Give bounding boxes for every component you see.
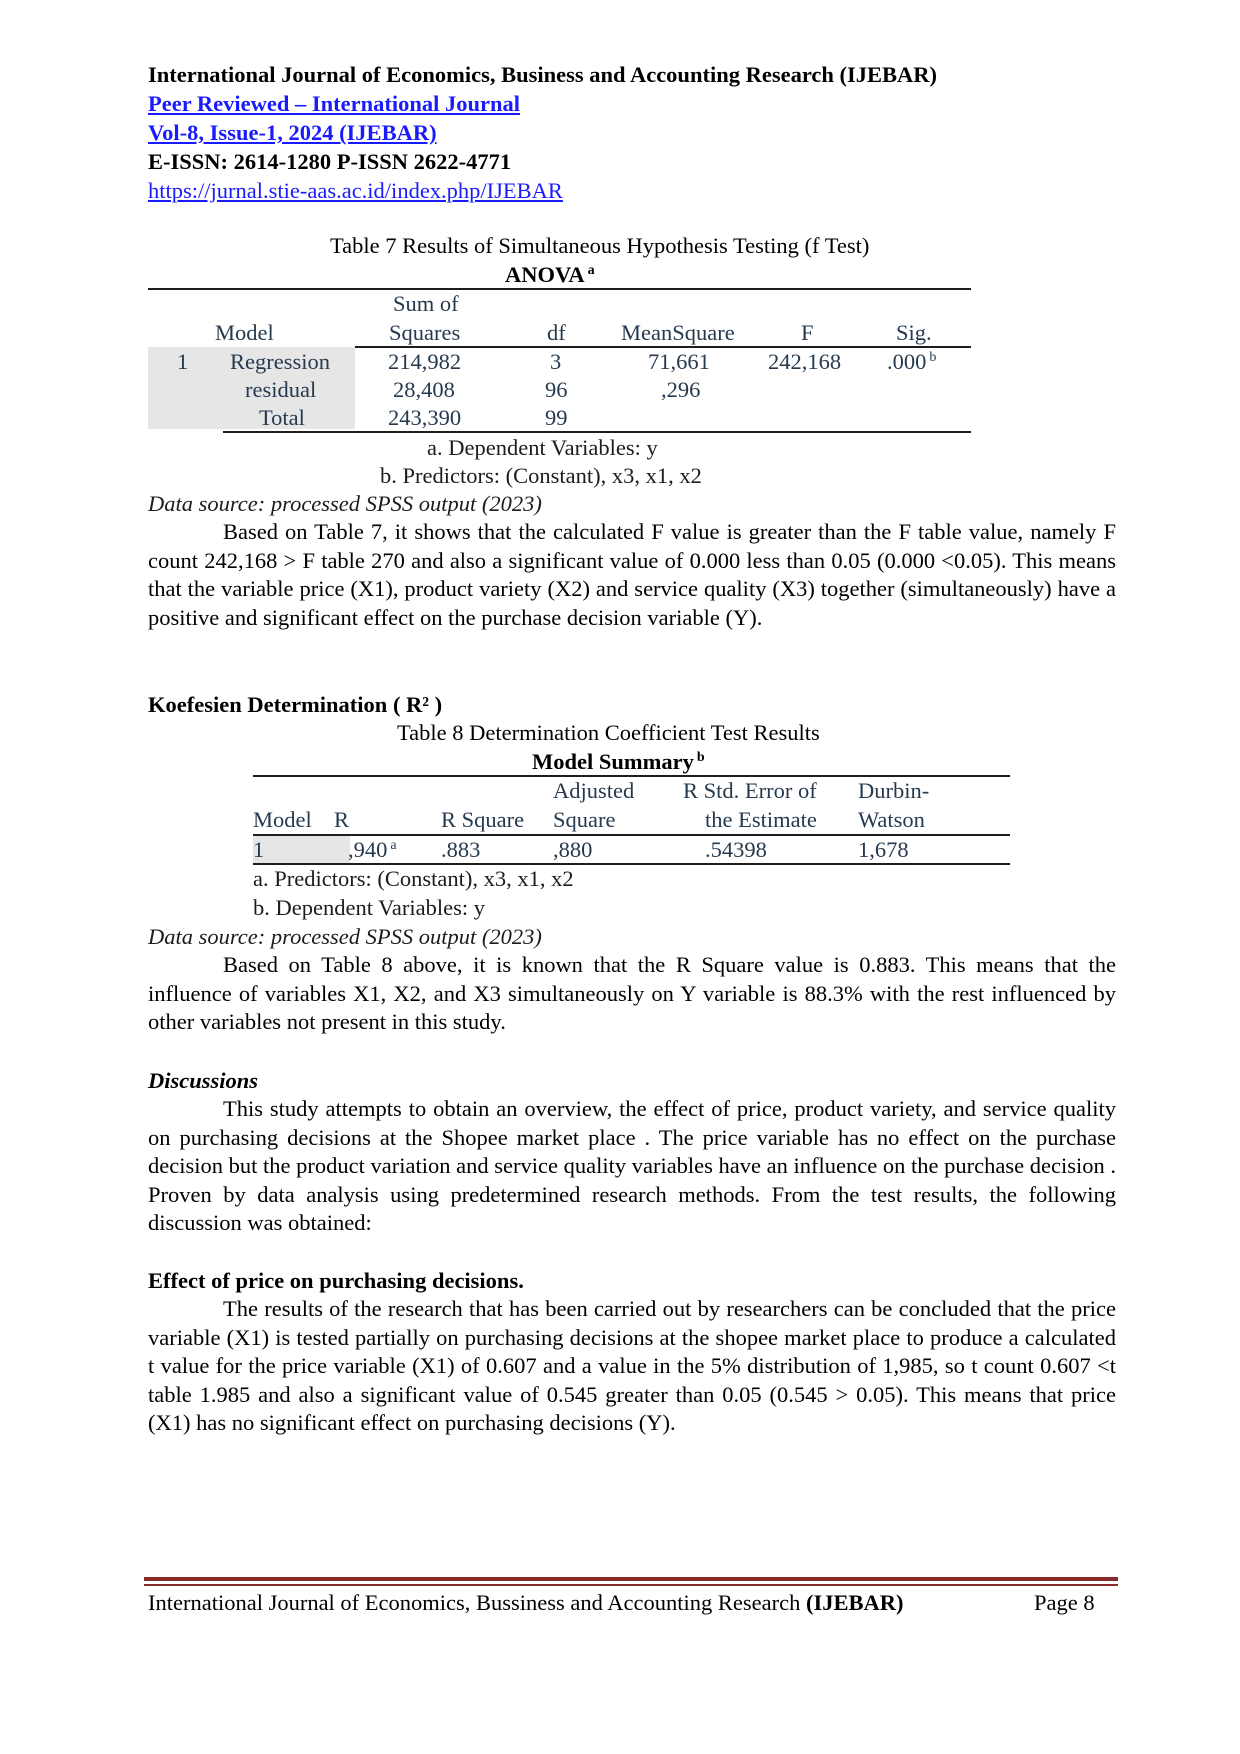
summary-header-dw-line1: Durbin-	[858, 778, 930, 803]
heading-determination: Koefesien Determination ( R² )	[148, 692, 443, 717]
anova-header-sum-line1: Sum of	[393, 291, 459, 316]
summary-header-model: Model	[253, 807, 312, 832]
summary-header-adjusted-line2: Square	[553, 807, 616, 832]
summary-cell-r	[348, 835, 397, 864]
summary-rowheader-shade	[253, 835, 350, 863]
anova-cell-mean: ,296	[661, 377, 701, 402]
table7-title-text: ANOVA	[505, 262, 585, 287]
summary-cell-adjusted: ,880	[553, 837, 593, 862]
paragraph-text: This study attempts to obtain an overview, the effect of price, product variety, and service quality on purchasing decisions at the Shopee market place . The price variable has no effect on the purchase decision but the product variation and service quality variables have an influence on the purchase decision . Proven by data analysis using predetermined research methods. From the test results, the following discussion was obtained:	[148, 1096, 1116, 1235]
summary-header-adjusted-line1: Adjusted	[553, 778, 635, 803]
anova-header-model: Model	[215, 320, 274, 345]
paragraph-discussions	[148, 1095, 1116, 1238]
summary-header-dw-line2: Watson	[858, 807, 925, 832]
summary-cell-std-error: .54398	[705, 837, 767, 862]
table8-note-b: b. Dependent Variables: y	[253, 895, 486, 920]
anova-header-mean-square: MeanSquare	[621, 320, 735, 345]
paragraph-table8-discussion	[148, 951, 1116, 1037]
summary-r-value: ,940	[348, 837, 388, 862]
table8-note-a: a. Predictors: (Constant), x3, x1, x2	[253, 866, 574, 891]
footer-page-number: Page 8	[1034, 1590, 1095, 1615]
anova-header-sig: Sig.	[896, 320, 932, 345]
anova-sig-sup: b	[929, 350, 937, 365]
summary-cell-durbin-watson: 1,678	[858, 837, 909, 862]
peer-reviewed-link[interactable]: Peer Reviewed – International Journal	[148, 91, 521, 116]
volume-link[interactable]: Vol-8, Issue-1, 2024 (IJEBAR)	[148, 120, 437, 145]
footer-rule-thin	[144, 1584, 1118, 1586]
paragraph-table7-discussion	[148, 518, 1116, 632]
table7-source: Data source: processed SPSS output (2023)	[148, 491, 542, 516]
anova-cell-sig	[887, 347, 936, 376]
table8-title	[532, 747, 705, 776]
summary-cell-model: 1	[253, 837, 265, 862]
footer-journal-abbr: (IJEBAR)	[805, 1590, 904, 1615]
paragraph-text: Based on Table 7, it shows that the calculated F value is greater than the F table value, namely F count 242,168 > F table 270 and also a significant value of 0.000 less than 0.05 (0.000 <0.05). This means that the variable price (X1), product variety (X2) and service quality (X3) together (simultaneously) have a positive and significant effect on the purchase decision variable (Y).	[148, 519, 1116, 630]
footer-journal	[148, 1588, 904, 1617]
anova-row-label: Total	[259, 405, 305, 430]
anova-cell-mean: 71,661	[648, 349, 710, 374]
heading-effect-of-price: Effect of price on purchasing decisions.	[148, 1268, 524, 1293]
anova-cell-df: 3	[550, 349, 562, 374]
issn-text: E-ISSN: 2614-1280 P-ISSN 2622-4771	[148, 149, 512, 174]
table8-source: Data source: processed SPSS output (2023)	[148, 924, 542, 949]
anova-header-df: df	[547, 320, 566, 345]
table8-caption: Table 8 Determination Coefficient Test Results	[397, 720, 820, 745]
table7-caption: Table 7 Results of Simultaneous Hypothesis Testing (f Test)	[330, 233, 870, 258]
footer-rule-thick	[144, 1577, 1118, 1581]
paragraph-text: Based on Table 8 above, it is known that the R Square value is 0.883. This means that the influence of variables X1, X2, and X3 simultaneously on Y variable is 88.3% with the rest influenced by other variables not present in this study.	[148, 952, 1116, 1034]
summary-header-r-square: R Square	[441, 807, 525, 832]
anova-cell-df: 96	[545, 377, 568, 402]
anova-cell-sum: 243,390	[388, 405, 462, 430]
summary-header-std-line1: R Std. Error of	[683, 778, 817, 803]
summary-cell-r-square: .883	[441, 837, 481, 862]
table7-title-sup: a	[587, 263, 595, 278]
anova-top-rule	[148, 288, 971, 290]
anova-header-f: F	[801, 320, 814, 345]
anova-cell-df: 99	[545, 405, 568, 430]
summary-header-std-line2: the Estimate	[705, 807, 817, 832]
anova-row-label: residual	[245, 377, 317, 402]
summary-header-r: R	[334, 807, 350, 832]
anova-row-label: Regression	[230, 349, 330, 374]
summary-r-sup: a	[390, 838, 397, 853]
table8-title-text: Model Summary	[532, 749, 694, 774]
paragraph-effect-of-price	[148, 1295, 1116, 1438]
footer-journal-name: International Journal of Economics, Bussiness and Accounting Research	[148, 1590, 806, 1615]
anova-sig-value: .000	[887, 349, 927, 374]
anova-cell-sum: 214,982	[388, 349, 462, 374]
paragraph-text: The results of the research that has been carried out by researchers can be concluded that the price variable (X1) is tested partially on purchasing decisions at the shopee market place to produce a calculated t value for the price variable (X1) of 0.607 and a value in the 5% distribution of 1,985, so t count 0.607 <t table 1.985 and also a significant value of 0.545 greater than 0.05 (0.545 > 0.05). This means that price (X1) has no significant effect on purchasing decisions (Y).	[148, 1296, 1116, 1435]
table7-title	[505, 260, 595, 289]
journal-url-link[interactable]: https://jurnal.stie-aas.ac.id/index.php/IJEBAR	[148, 178, 563, 203]
table7-note-a: a. Dependent Variables: y	[427, 435, 658, 460]
heading-discussions: Discussions	[148, 1068, 259, 1093]
anova-model-number: 1	[177, 349, 189, 374]
journal-title: International Journal of Economics, Business and Accounting Research (IJEBAR)	[148, 62, 938, 87]
anova-cell-f: 242,168	[768, 349, 842, 374]
anova-cell-sum: 28,408	[393, 377, 455, 402]
table7-note-b: b. Predictors: (Constant), x3, x1, x2	[380, 463, 702, 488]
table8-title-sup: b	[696, 750, 705, 765]
anova-header-sum-line2: Squares	[389, 320, 461, 345]
